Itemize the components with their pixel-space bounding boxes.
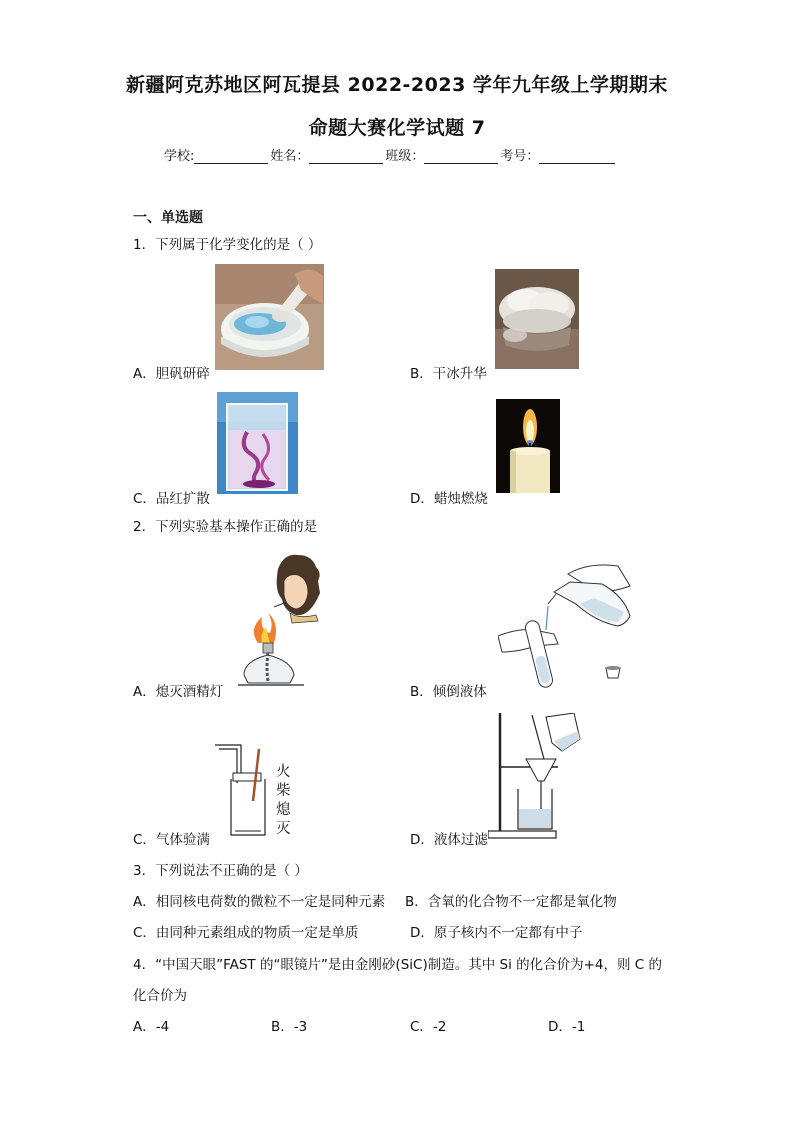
q2-option-a[interactable]: A．熄灭酒精灯 <box>133 684 224 700</box>
q1-option-c[interactable]: C．品红扩散 <box>133 491 210 507</box>
match-label-char-1: 火 <box>276 764 291 780</box>
q3-option-b[interactable]: B．含氧的化合物不一定都是氧化物 <box>405 894 617 910</box>
question-4-stem-line2: 化合价为 <box>133 988 187 1004</box>
question-2-stem: 2．下列实验基本操作正确的是 <box>133 519 318 535</box>
q4-option-a[interactable]: A．-4 <box>133 1019 170 1035</box>
q2-option-b[interactable]: B．倾倒液体 <box>410 684 487 700</box>
q2-option-c[interactable]: C．气体验满 <box>133 832 210 848</box>
number-field[interactable] <box>539 149 615 164</box>
school-field[interactable] <box>194 149 268 164</box>
q2-option-d[interactable]: D．液体过滤 <box>410 832 488 848</box>
q3-option-a[interactable]: A．相同核电荷数的微粒不一定是同种元素 <box>133 894 386 910</box>
page-title-line1: 新疆阿克苏地区阿瓦提县 2022-2023 学年九年级上学期期末 <box>126 74 668 96</box>
candle-image <box>496 399 560 493</box>
match-label-char-3: 熄 <box>276 802 291 818</box>
q4-option-c[interactable]: C．-2 <box>410 1019 447 1035</box>
alcohol-lamp-image <box>238 551 330 689</box>
page-title-line2: 命题大赛化学试题 7 <box>308 117 486 139</box>
question-3-stem: 3．下列说法不正确的是（ ） <box>133 863 308 879</box>
name-field[interactable] <box>309 149 383 164</box>
match-label-char-4: 灭 <box>276 821 291 837</box>
q1-option-b[interactable]: B．干冰升华 <box>410 366 487 382</box>
question-4-stem-line1: 4．“中国天眼”FAST 的“眼镜片”是由金刚砂(SiC)制造。其中 Si 的化合价为+4，则 C 的 <box>133 957 663 973</box>
question-1-stem: 1．下列属于化学变化的是（ ） <box>133 237 322 253</box>
match-label-char-2: 柴 <box>276 783 291 799</box>
beaker-dye-image <box>217 392 298 494</box>
q4-option-b[interactable]: B．-3 <box>271 1019 308 1035</box>
gas-bottle-image <box>213 743 273 839</box>
student-info-row <box>164 145 617 164</box>
mortar-pestle-image <box>215 264 324 370</box>
q3-option-c[interactable]: C．由同种元素组成的物质一定是单质 <box>133 925 359 941</box>
match-label <box>276 763 294 839</box>
pour-liquid-image <box>498 560 638 690</box>
q1-option-d[interactable]: D．蜡烛燃烧 <box>410 491 488 507</box>
name-label: 姓名： <box>270 149 310 164</box>
section-heading: 一、单选题 <box>133 210 203 226</box>
q4-option-d[interactable]: D．-1 <box>548 1019 586 1035</box>
class-field[interactable] <box>424 149 498 164</box>
school-label: 学校: <box>164 149 195 164</box>
class-label: 班级： <box>385 149 425 164</box>
q3-option-d[interactable]: D．原子核内不一定都有中子 <box>410 925 583 941</box>
number-label: 考号： <box>500 149 540 164</box>
q1-option-a[interactable]: A．胆矾研碎 <box>133 366 210 382</box>
dry-ice-image <box>495 269 579 369</box>
filtration-image <box>488 713 584 840</box>
